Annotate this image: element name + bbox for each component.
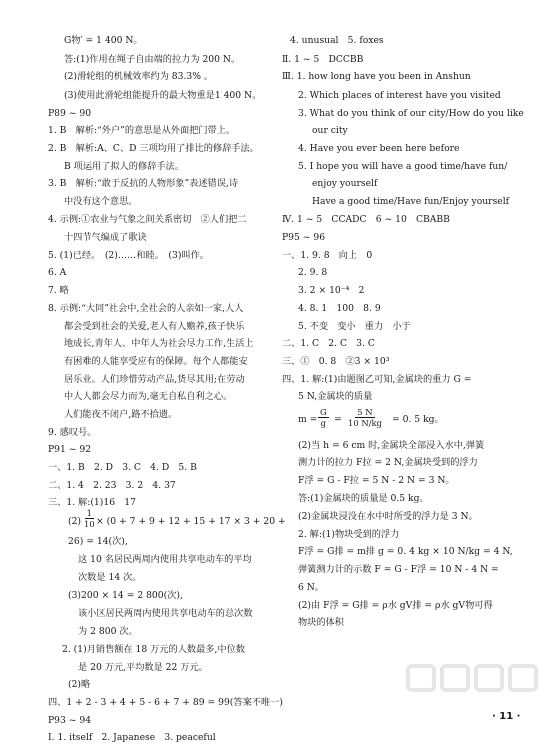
left-fraction <box>82 508 97 529</box>
right-text-line: 物块的体积 <box>298 617 344 629</box>
right-fraction <box>346 407 384 428</box>
right-text-line: 5 N,金属块的质量 <box>298 391 373 403</box>
left-text-line: 中没有这个意思。 <box>64 195 138 207</box>
right-text-line: Have a good time/Have fun/Enjoy yourself <box>312 195 510 207</box>
left-text-line: 居乐业。人们珍惜劳动产品,货尽其用;在劳动 <box>64 373 245 385</box>
left-text-line: 人们能夜不闭户,路不拾遗。 <box>64 408 178 420</box>
left-text-line: 26) = 14(次), <box>68 536 128 548</box>
left-text-line: 次数是 14 次。 <box>78 571 142 583</box>
fraction-denominator: 10 <box>84 519 95 530</box>
right-text-line: 答:(1)金属块的质量是 0.5 kg。 <box>298 492 429 504</box>
right-text-line: = 0. 5 kg。 <box>392 414 444 426</box>
watermark-logo <box>404 660 544 720</box>
fraction-numerator: 1 <box>86 508 92 519</box>
left-text-line: 8. 示例:“大同”社会中,全社会的人亲如一家,人人 <box>48 302 244 314</box>
left-text-line: P93 ~ 94 <box>48 714 92 726</box>
left-text-line: 7. 略 <box>48 285 69 297</box>
left-text-line: 1. B 解析:“外户”的意思是从外面把门带上。 <box>48 125 236 137</box>
right-text-line: Ⅱ. 1 ~ 5 DCCBB <box>282 53 364 65</box>
page-number: · 11 · <box>492 711 521 722</box>
left-text-line: 9. 感叹号。 <box>48 426 97 438</box>
left-text-line: B 项运用了拟人的修辞手法。 <box>64 160 184 172</box>
right-text-line: 测力计的拉力 F拉 = 2 N,金属块受到的浮力 <box>298 457 478 469</box>
right-text-line: 弹簧测力计的示数 F = G - F浮 = 10 N - 4 N = <box>298 564 499 576</box>
left-text-line: 有困难的人能享受应有的保障。每个人都能安 <box>64 355 248 367</box>
right-text-line: 5. I hope you will have a good time/have fun/ <box>298 160 508 172</box>
left-text-line: (3)使用此滑轮组能提升的最大物重是1 400 N。 <box>64 89 262 101</box>
left-text-line: 是 20 万元,平均数是 22 万元。 <box>78 661 208 673</box>
left-text-line: 这 10 名居民两周内使用共享电动车的平均 <box>78 553 252 565</box>
right-text-line: our city <box>312 125 348 137</box>
left-text-line: 为 2 800 次。 <box>78 625 138 637</box>
fraction-numerator: 5 N <box>357 406 373 417</box>
left-text-line: 答:(1)作用在绳子自由端的拉力为 200 N。 <box>64 53 241 65</box>
right-text-line: F浮 = G排 = m排 g = 0. 4 kg × 10 N/kg = 4 N, <box>298 546 513 558</box>
right-text-line: 4. unusual 5. foxes <box>290 34 384 46</box>
right-text-line: (2)由 F浮 = G排 = ρ水 gV排 = ρ水 gV物可得 <box>298 599 493 611</box>
left-text-line: 该小区居民两周内使用共享电动车的总次数 <box>78 607 253 619</box>
right-text-line: 三、① 0. 8 ②3 × 10³ <box>282 355 390 367</box>
left-text-line: × (0 + 7 + 9 + 12 + 15 + 17 × 3 + 20 + <box>96 515 286 527</box>
right-text-line: 四、1. 解:(1)由题图乙可知,金属块的重力 G = <box>282 373 472 385</box>
right-text-line: P95 ~ 96 <box>282 232 326 244</box>
left-text-line: 都会受到社会的关爱,老人有人赡养,孩子快乐 <box>64 320 245 332</box>
left-text-line: 一、1. B 2. D 3. C 4. D 5. B <box>48 461 197 473</box>
right-text-line: 2. Which places of interest have you visited <box>298 89 501 101</box>
left-text-line: 3. B 解析:“敢于反抗的人物形象”表述错误,诗 <box>48 178 239 190</box>
right-text-line: (2)金属块浸没在水中时所受的浮力是 3 N。 <box>298 511 478 523</box>
left-text-line: P91 ~ 92 <box>48 444 92 456</box>
right-text-line: 2. 解:(1)物块受到的浮力 <box>298 528 400 540</box>
left-text-line: (2)滑轮组的机械效率约为 83.3% 。 <box>64 71 214 83</box>
left-text-line: 十四节气编成了歌诀 <box>64 232 147 244</box>
right-text-line: Ⅲ. 1. how long have you been in Anshun <box>282 71 471 83</box>
fraction-numerator: G <box>320 406 327 417</box>
left-text-line: (2)略 <box>68 679 91 691</box>
left-text-line: 中人人都会尽力而为,毫无自私自利之心。 <box>64 391 233 403</box>
right-text-line: 3. 2 × 10⁻⁴ 2 <box>298 285 365 297</box>
right-text-line: 5. 不变 变小 重力 小于 <box>298 320 411 332</box>
right-text-line: 二、1. C 2. C 3. C <box>282 338 375 350</box>
right-text-line: = <box>334 414 342 426</box>
right-text-line: 4. Have you ever been here before <box>298 142 460 154</box>
left-text-line: 地成长,青年人、中年人为社会尽力工作,生活上 <box>64 338 254 350</box>
left-text-line: 四、1 + 2 - 3 + 4 + 5 - 6 + 7 + 89 = 99(答案不唯一) <box>48 697 283 709</box>
left-text-line: Ⅰ. 1. itself 2. Japanese 3. peaceful <box>48 732 216 744</box>
right-text-line: 3. What do you think of our city/How do you like <box>298 107 524 119</box>
right-text-line: 6 N。 <box>298 581 324 593</box>
left-text-line: 三、1. 解:(1)16 17 <box>48 497 136 509</box>
left-text-line: (3)200 × 14 = 2 800(次), <box>68 590 183 602</box>
fraction-denominator: g <box>320 417 327 428</box>
fraction-denominator: 10 N/kg <box>348 417 382 428</box>
left-text-line: 2. B 解析:A、C、D 三项均用了排比的修辞手法。 <box>48 142 259 154</box>
right-text-line: Ⅳ. 1 ~ 5 CCADC 6 ~ 10 CBABB <box>282 214 450 226</box>
left-text-line: 5. (1)已经。 (2)……和睦。 (3)叫作。 <box>48 249 209 261</box>
right-text-line: 一、1. 9. 8 向上 0 <box>282 249 373 261</box>
right-text-line: 2. 9. 8 <box>298 267 328 279</box>
right-text-line: 4. 8. 1 100 8. 9 <box>298 302 381 314</box>
right-fraction <box>318 407 329 428</box>
right-text-line: m = <box>298 414 318 426</box>
left-text-line: 二、1. 4 2. 23 3. 2 4. 37 <box>48 479 176 491</box>
right-text-line: (2)当 h = 6 cm 时,金属块全部浸入水中,弹簧 <box>298 439 485 451</box>
left-text-line: 6. A <box>48 267 67 279</box>
right-text-line: enjoy yourself <box>312 178 378 190</box>
left-text-line: P89 ~ 90 <box>48 107 92 119</box>
left-text-line: 4. 示例:①农业与气象之间关系密切 ②人们把二 <box>48 214 247 226</box>
right-text-line: F浮 = G - F拉 = 5 N - 2 N = 3 N。 <box>298 474 455 486</box>
left-text-line: (2) <box>68 515 82 527</box>
left-text-line: 2. (1)月销售额在 18 万元的人数最多,中位数 <box>62 644 245 656</box>
left-text-line: G物′ = 1 400 N。 <box>64 34 143 46</box>
